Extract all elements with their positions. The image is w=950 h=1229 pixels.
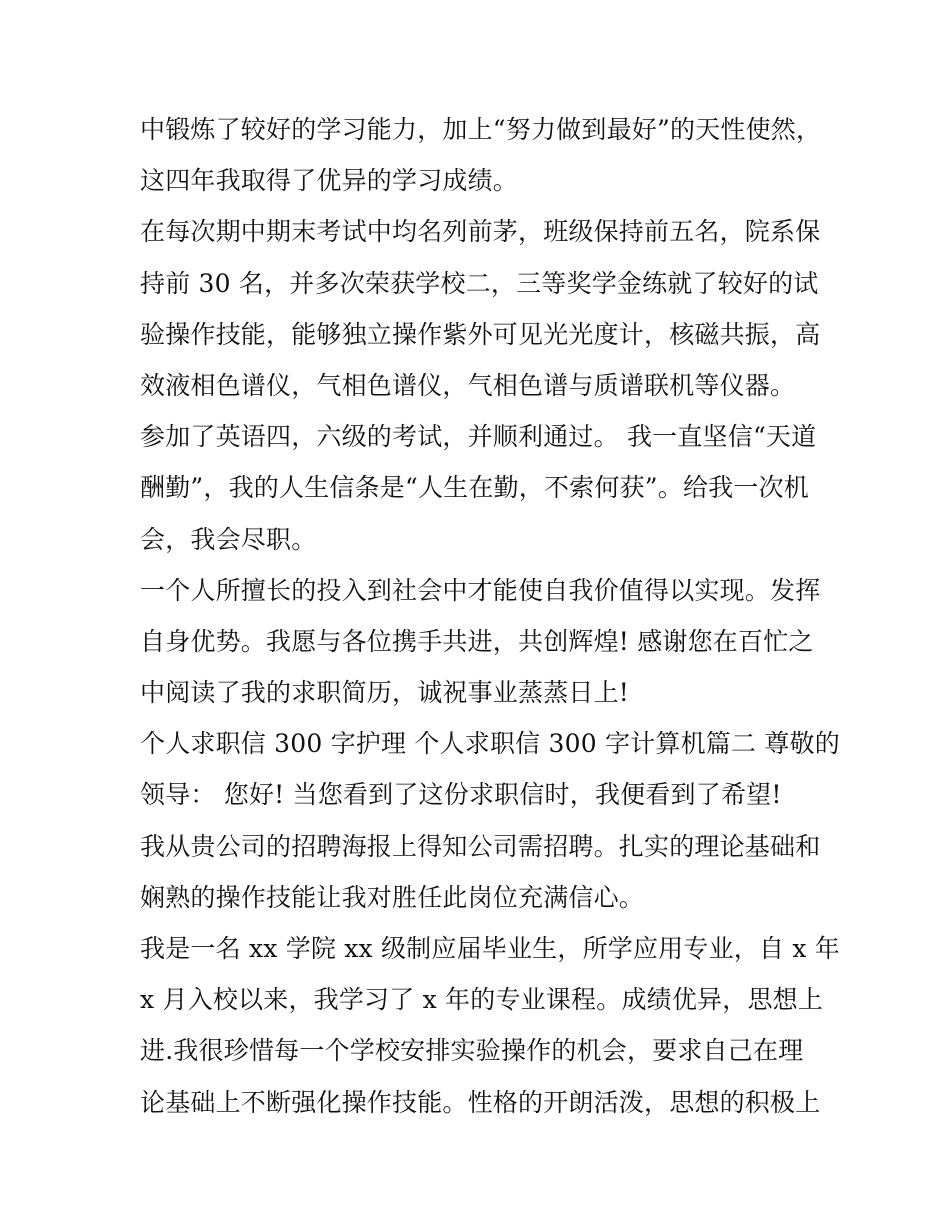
text-line: 这四年我取得了优异的学习成绩。 [140, 166, 519, 196]
text-line: 会，我会尽职。 [140, 524, 317, 554]
text-line: 持前 30 名，并多次荣获学校二，三等奖学金练就了较好的试 [140, 268, 819, 298]
text-line: 娴熟的操作技能让我对胜任此岗位充满信心。 [140, 882, 645, 912]
text-line: 个人求职信 300 字护理 个人求职信 300 字计算机篇二 尊敬的 [140, 729, 840, 759]
text-line: x 月入校以来，我学习了 x 年的专业课程。成绩优异，思想上 [140, 985, 824, 1015]
text-line: 一个人所擅长的投入到社会中才能使自我价值得以实现。发挥 [140, 575, 821, 605]
text-line: 进.我很珍惜每一个学校安排实验操作的机会，要求自己在理 [140, 1036, 804, 1066]
text-line: 参加了英语四，六级的考试，并顺利通过。 我一直坚信“天道 [140, 422, 817, 452]
text-line: 酬勤”，我的人生信条是“人生在勤，不索何获”。给我一次机 [140, 473, 809, 503]
text-line: 中阅读了我的求职简历，诚祝事业蒸蒸日上! [140, 678, 630, 708]
text-line: 在每次期中期末考试中均名列前茅，班级保持前五名，院系保 [140, 217, 821, 247]
text-line: 我从贵公司的招聘海报上得知公司需招聘。扎实的理论基础和 [140, 831, 821, 861]
text-line: 中锻炼了较好的学习能力，加上“努力做到最好”的天性使然， [140, 115, 822, 144]
text-line: 我是一名 xx 学院 xx 级制应届毕业生，所学应用专业，自 x 年 [140, 934, 840, 963]
text-line: 效液相色谱仪，气相色谱仪，气相色谱与质谱联机等仪器。 [140, 370, 796, 400]
text-line: 领导： 您好! 当您看到了这份求职信时，我便看到了希望! [140, 780, 782, 810]
text-line: 自身优势。我愿与各位携手共进，共创辉煌! 感谢您在百忙之 [140, 626, 814, 656]
text-line: 验操作技能，能够独立操作紫外可见光光度计，核磁共振，高 [140, 319, 821, 349]
text-line: 论基础上不断强化操作技能。性格的开朗活泼，思想的积极上 [140, 1087, 821, 1117]
body-text [140, 104, 840, 1128]
